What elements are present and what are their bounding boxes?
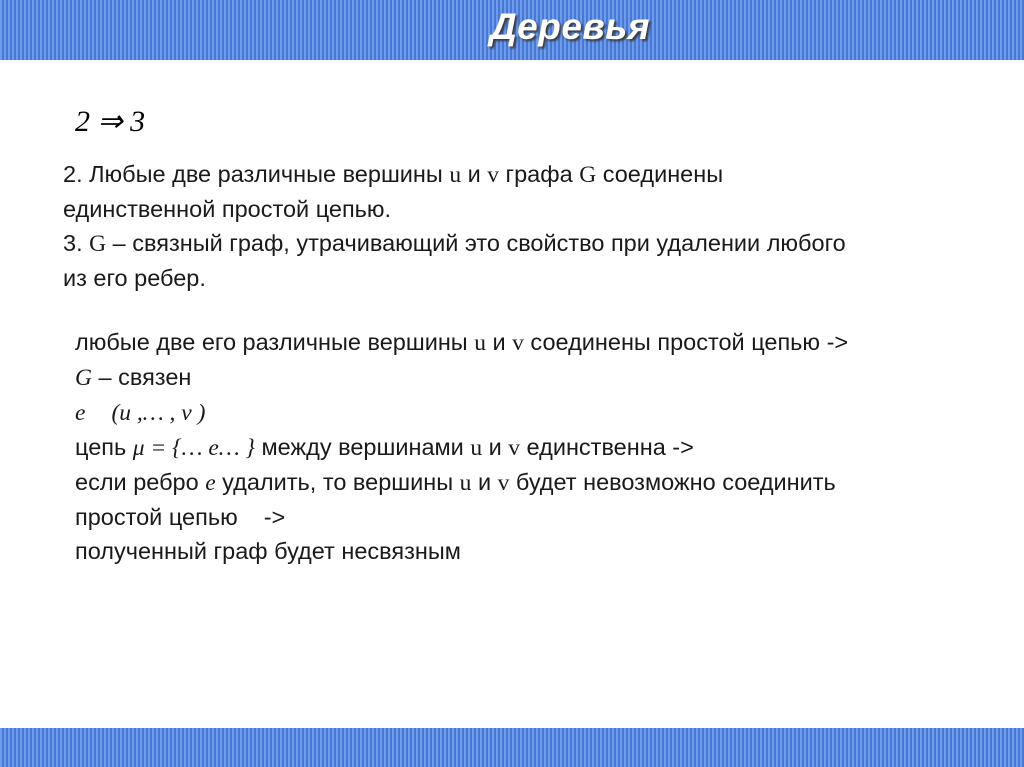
statement-2-line-1 — [63, 157, 963, 192]
statement-3-line-1 — [63, 226, 963, 261]
statements-block — [63, 157, 963, 295]
text-segment: между вершинами — [254, 434, 471, 460]
proof-line-1 — [75, 325, 975, 360]
graph-g: G — [75, 365, 92, 391]
statement-2-line-2: единственной простой цепью. — [63, 196, 392, 222]
text-segment: – связен — [91, 364, 192, 390]
edge-e: e — [75, 400, 86, 426]
text-segment: 2. Любые две различные вершины — [63, 161, 450, 187]
edge-e: e — [205, 470, 216, 496]
vertex-u: u — [470, 435, 483, 461]
graph-g: G — [579, 162, 597, 188]
proof-block — [75, 325, 975, 568]
text-segment: простой цепью — [75, 504, 238, 530]
text-segment: графа — [499, 161, 580, 187]
proof-line-2 — [75, 360, 975, 395]
implication-label: 2 ⇒ 3 — [75, 105, 146, 138]
slide-title: Деревья — [489, 6, 651, 47]
text-segment: если ребро — [75, 469, 206, 495]
proof-line-3 — [75, 395, 975, 430]
text-segment: и — [482, 434, 509, 460]
proof-line-7: полученный граф будет несвязным — [75, 538, 461, 564]
edge-endpoints: (u ,… , v ) — [111, 400, 206, 426]
text-segment: удалить, то вершины — [215, 469, 460, 495]
vertex-u: u — [474, 330, 486, 356]
vertex-v: v — [487, 162, 500, 188]
text-segment: – связный граф, утрачивающий это свойство при удалении любого — [106, 230, 846, 256]
proof-line-6 — [75, 500, 975, 534]
arrow: -> — [263, 504, 286, 530]
text-segment: цепь — [75, 434, 133, 460]
proof-line-4 — [75, 430, 975, 465]
text-segment: будет невозможно соединить — [509, 469, 836, 495]
text-segment: и — [485, 329, 513, 355]
vertex-v: v — [508, 435, 521, 461]
text-segment: и — [461, 161, 488, 187]
text-segment: и — [471, 469, 498, 495]
vertex-v: v — [497, 470, 510, 496]
text-segment: любые две его различные вершины — [75, 329, 475, 355]
text-segment: единственна -> — [520, 434, 694, 460]
text-segment: соединены простой цепью -> — [523, 329, 849, 355]
vertex-u: u — [459, 470, 472, 496]
vertex-v: v — [512, 330, 524, 356]
graph-g: G — [89, 231, 107, 257]
vertex-u: u — [449, 162, 462, 188]
bottom-banner — [0, 728, 1024, 767]
text-segment: 3. — [63, 230, 90, 256]
statement-3-line-2: из его ребер. — [63, 265, 206, 291]
chain-mu: μ = {… e… } — [132, 435, 255, 461]
proof-line-5 — [75, 465, 975, 500]
text-segment: соединены — [596, 161, 724, 187]
